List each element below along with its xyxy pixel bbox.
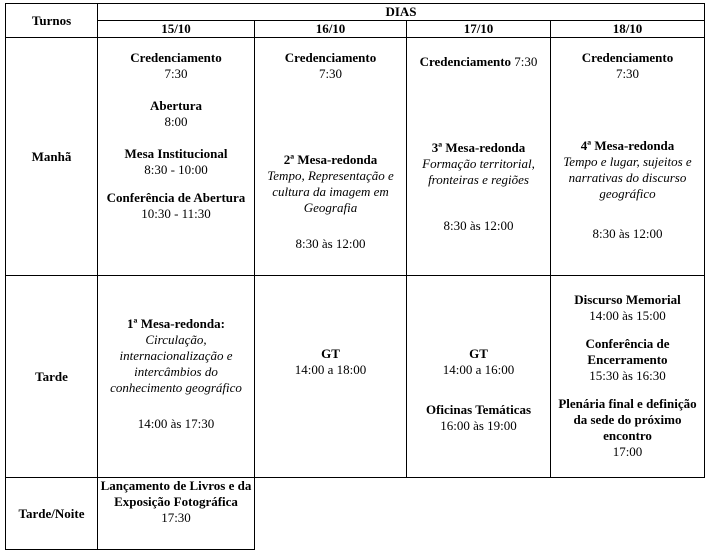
plenaria-time: 17:00 bbox=[612, 444, 643, 459]
cell-tarde-noite-empty bbox=[255, 478, 705, 550]
header-dias: DIAS bbox=[98, 4, 705, 21]
row-label-tarde-noite: Tarde/Noite bbox=[6, 478, 98, 550]
discurso-memorial-time: 14:00 às 15:00 bbox=[589, 308, 666, 323]
gt-title: GT bbox=[321, 346, 340, 361]
conferencia-abertura-time: 10:30 - 11:30 bbox=[141, 206, 211, 221]
cell-tarde-noite-15 bbox=[98, 478, 255, 550]
mesa-redonda-time: 8:30 às 12:00 bbox=[592, 226, 663, 241]
abertura-time: 8:00 bbox=[164, 114, 188, 129]
oficinas-time: 16:00 às 19:00 bbox=[440, 418, 517, 433]
mesa-redonda-title: 3ª Mesa-redonda bbox=[431, 140, 526, 155]
mesa-redonda-desc: Tempo, Representação e cultura da imagem em Geografia bbox=[267, 168, 394, 215]
credenciamento-title: Credenciamento bbox=[284, 50, 377, 65]
row-label-tarde: Tarde bbox=[6, 276, 98, 478]
header-day-15: 15/10 bbox=[98, 21, 255, 38]
gt-time: 14:00 a 18:00 bbox=[294, 362, 367, 377]
cell-manha-16 bbox=[255, 38, 407, 276]
cell-tarde-16 bbox=[255, 276, 407, 478]
cell-manha-18 bbox=[551, 38, 705, 276]
header-day-17: 17/10 bbox=[407, 21, 551, 38]
cell-tarde-15 bbox=[98, 276, 255, 478]
cell-tarde-17 bbox=[407, 276, 551, 478]
plenaria-title: Plenária final e definição da sede do próximo encontro bbox=[558, 396, 697, 443]
credenciamento-title: Credenciamento bbox=[130, 50, 222, 65]
conferencia-abertura-title: Conferência de Abertura bbox=[106, 190, 246, 205]
oficinas-title: Oficinas Temáticas bbox=[425, 402, 532, 417]
gt-time: 14:00 a 16:00 bbox=[442, 362, 515, 377]
credenciamento-time: 7:30 bbox=[615, 66, 640, 81]
header-day-16: 16/10 bbox=[255, 21, 407, 38]
credenciamento-title: Credenciamento bbox=[581, 50, 674, 65]
credenciamento-time: 7:30 bbox=[164, 66, 188, 81]
gt-title: GT bbox=[469, 346, 488, 361]
header-turnos: Turnos bbox=[6, 4, 98, 38]
discurso-memorial-title: Discurso Memorial bbox=[574, 292, 681, 307]
cell-manha-17 bbox=[407, 38, 551, 276]
cell-manha-15 bbox=[98, 38, 255, 276]
mesa-redonda-title: 2ª Mesa-redonda bbox=[283, 152, 378, 167]
mesa-redonda-title: 4ª Mesa-redonda bbox=[580, 138, 675, 153]
abertura-title: Abertura bbox=[150, 98, 202, 113]
conferencia-encerramento-time: 15:30 às 16:30 bbox=[589, 368, 666, 383]
lancamento-time: 17:30 bbox=[161, 510, 191, 525]
credenciamento-time: 7:30 bbox=[318, 66, 343, 81]
mesa-redonda-time: 14:00 às 17:30 bbox=[137, 416, 215, 431]
lancamento-title: Lançamento de Livros e da Exposição Fotográfica bbox=[100, 478, 252, 509]
mesa-redonda-desc: Tempo e lugar, sujeitos e narrativas do discurso geográfico bbox=[563, 154, 692, 201]
mesa-redonda-desc: Formação territorial, fronteiras e regiões bbox=[422, 156, 535, 187]
credenciamento-time: 7:30 bbox=[514, 54, 538, 69]
row-label-manha: Manhã bbox=[6, 38, 98, 276]
schedule-table bbox=[5, 3, 705, 550]
mesa-redonda-desc: Circulação, internacionalização e intercâmbios do conhecimento geográfico bbox=[110, 332, 242, 395]
mesa-redonda-time: 8:30 às 12:00 bbox=[443, 218, 514, 233]
mesa-redonda-time: 8:30 às 12:00 bbox=[295, 236, 366, 251]
credenciamento-title: Credenciamento bbox=[419, 54, 512, 69]
mesa-institucional-title: Mesa Institucional bbox=[124, 146, 228, 161]
header-day-18: 18/10 bbox=[551, 21, 705, 38]
cell-tarde-18 bbox=[551, 276, 705, 478]
conferencia-encerramento-title: Conferência de Encerramento bbox=[585, 336, 670, 367]
mesa-institucional-time: 8:30 - 10:00 bbox=[144, 162, 208, 177]
mesa-redonda-title: 1ª Mesa-redonda: bbox=[127, 316, 225, 331]
